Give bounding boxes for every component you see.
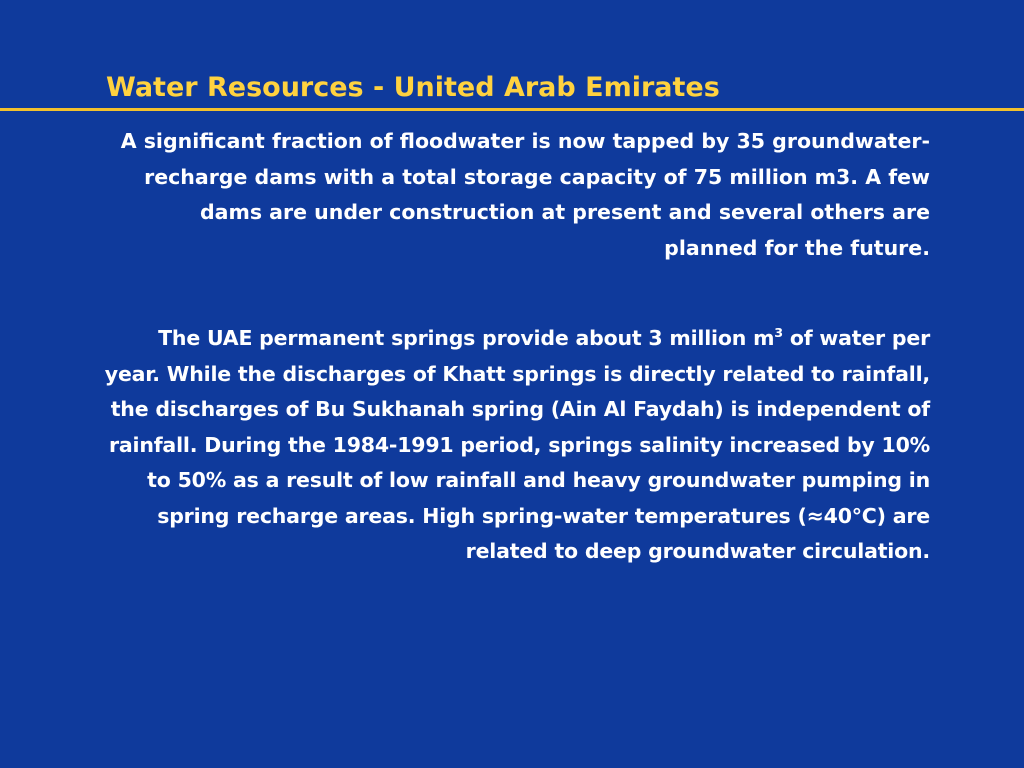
paragraph-floodwater-dams: A significant fraction of floodwater is now tapped by 35 groundwater-recharge dams with a total storage capacity of 75 million m3. A few dams are under construction at present and several others are planned for the future. <box>120 129 930 260</box>
slide-title: Water Resources - United Arab Emirates <box>106 72 720 103</box>
title-divider <box>0 108 1024 111</box>
cubic-superscript: 3 <box>774 325 783 341</box>
paragraph-permanent-springs <box>104 321 930 570</box>
paragraph-springs-text-start: The UAE permanent springs provide about 3 million m <box>158 326 775 350</box>
paragraph-springs-text-end: of water per year. While the discharges of Khatt springs is directly related to rainfall, the discharges of Bu Sukhanah spring (Ain Al Faydah) is independent of rainfall. During the 1984-1991 period, springs salinity increased by 10% to 50% as a result of low rainfall and heavy groundwater pumping in spring recharge areas. High spring-water temperatures (≈40°C) are related to deep groundwater circulation. <box>104 326 930 563</box>
